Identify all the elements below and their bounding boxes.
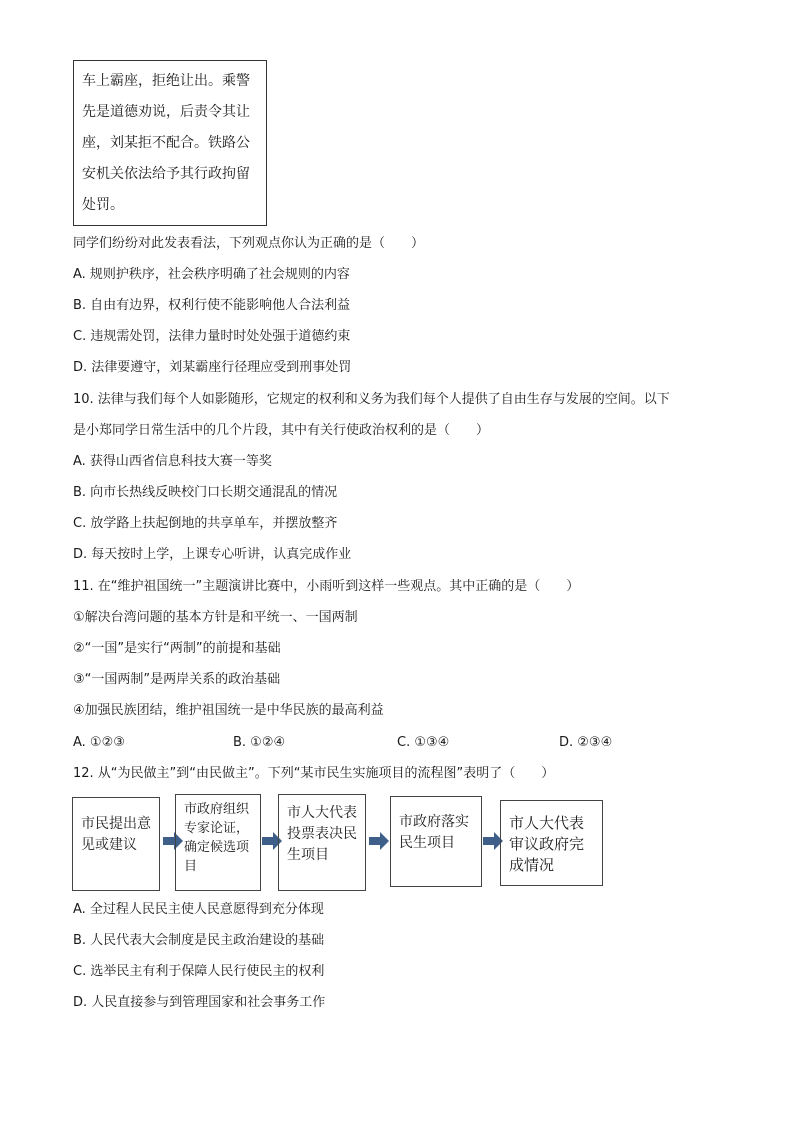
flow-step-5 — [500, 800, 603, 886]
q10-option-b: B. 向市长热线反映校门口长期交通混乱的情况 — [73, 485, 338, 500]
q11-statement-4: ④加强民族团结，维护祖国统一是中华民族的最高利益 — [73, 703, 384, 718]
case-line: 座，刘某拒不配合。铁路公 — [82, 135, 250, 151]
q10-stem-line-2: 是小郑同学日常生活中的几个片段，其中有关行使政治权利的是（ ） — [73, 423, 490, 438]
case-line: 处罚。 — [82, 197, 124, 213]
q11-stem: 11. 在“维护祖国统一”主题演讲比赛中，小雨听到这样一些观点。其中正确的是（ ） — [73, 579, 580, 594]
q12-option-c: C. 选举民主有利于保障人民行使民主的权利 — [73, 964, 325, 979]
q9-option-a: A. 规则护秩序，社会秩序明确了社会规则的内容 — [73, 267, 350, 282]
flow-arrow-shape — [369, 832, 389, 850]
q10-option-a: A. 获得山西省信息科技大赛一等奖 — [73, 454, 272, 469]
case-line: 安机关依法给予其行政拘留 — [82, 166, 250, 182]
q9-option-d: D. 法律要遵守，刘某霸座行径理应受到刑事处罚 — [73, 360, 352, 375]
flow-step-1 — [72, 797, 160, 891]
q10-option-d: D. 每天按时上学，上课专心听讲，认真完成作业 — [73, 547, 352, 562]
flow-step-5-label: 市人大代表审议政府完成情况 — [509, 814, 585, 874]
q11-choice-b: B. ①②④ — [233, 735, 286, 750]
case-line: 先是道德劝说，后责令其让 — [82, 104, 250, 120]
flow-step-1-label: 市民提出意见或建议 — [81, 816, 151, 853]
q10-stem-line-1: 10. 法律与我们每个人如影随形，它规定的权利和义务为我们每个人提供了自由生存与发展的空间。以下 — [73, 392, 670, 407]
q12-option-d: D. 人民直接参与到管理国家和社会事务工作 — [73, 995, 326, 1010]
flow-step-2 — [175, 794, 261, 891]
q11-choice-a: A. ①②③ — [73, 735, 125, 750]
flow-step-4-label: 市政府落实民生项目 — [399, 814, 469, 851]
q12-option-a: A. 全过程人民民主使人民意愿得到充分体现 — [73, 902, 324, 917]
q11-statement-1: ①解决台湾问题的基本方针是和平统一、一国两制 — [73, 610, 358, 625]
flow-step-3-label: 市人大代表投票表决民生项目 — [287, 805, 357, 863]
flow-step-2-label: 市政府组织专家论证，确定候选项目 — [184, 802, 250, 874]
flow-step-3 — [278, 794, 366, 891]
flow-arrow-icon — [369, 832, 389, 850]
q11-choice-d: D. ②③④ — [559, 735, 613, 750]
q12-stem: 12. 从“为民做主”到“由民做主”。下列“某市民生实施项目的流程图”表明了（ ） — [73, 766, 555, 781]
q12-option-b: B. 人民代表大会制度是民主政治建设的基础 — [73, 933, 325, 948]
q9-option-b: B. 自由有边界，权利行使不能影响他人合法利益 — [73, 298, 351, 313]
q9-stem: 同学们纷纷对此发表看法，下列观点你认为正确的是（ ） — [73, 236, 425, 251]
q11-statement-2: ②“一国”是实行“两制”的前提和基础 — [73, 641, 281, 656]
case-text-box — [73, 60, 267, 226]
q11-statement-3: ③“一国两制”是两岸关系的政治基础 — [73, 672, 281, 687]
case-line: 车上霸座，拒绝让出。乘警 — [82, 73, 250, 89]
q10-option-c: C. 放学路上扶起倒地的共享单车，并摆放整齐 — [73, 516, 338, 531]
q9-option-c: C. 违规需处罚，法律力量时时处处强于道德约束 — [73, 329, 351, 344]
q11-choice-c: C. ①③④ — [397, 735, 450, 750]
flow-step-4 — [390, 796, 482, 887]
